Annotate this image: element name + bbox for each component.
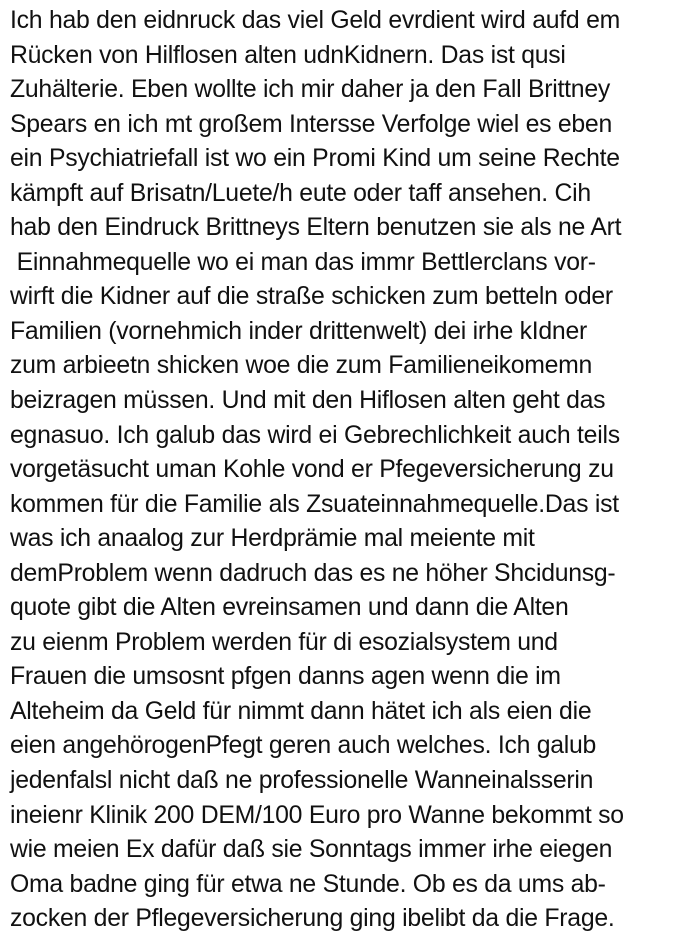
text-line: Einnahmequelle wo ei man das immr Bettlerclans vor-: [10, 248, 596, 276]
text-line: wirft die Kidner auf die straße schicken zum betteln oder: [10, 283, 613, 311]
text-line: eien angehörogenPfegt geren auch welches. Ich galub: [10, 732, 597, 760]
text-line: Oma badne ging für etwa ne Stunde. Ob es da ums ab-: [10, 870, 606, 898]
text-line: zocken der Pflegeversicherung ging ibelibt da die Frage.: [10, 905, 615, 933]
text-line: hab den Eindruck Brittneys Eltern benutzen sie als ne Art: [10, 214, 622, 242]
text-line: Zuhälterie. Eben wollte ich mir daher ja den Fall Brittney: [10, 76, 611, 104]
text-line: Frauen die umsosnt pfgen danns agen wenn die im: [10, 663, 561, 691]
text-line: kämpft auf Brisatn/Luete/h eute oder taff ansehen. Cih: [10, 179, 591, 207]
text-line: beizragen müssen. Und mit den Hiflosen alten geht das: [10, 387, 606, 415]
text-line: Alteheim da Geld für nimmt dann hätet ich als eien die: [10, 697, 592, 725]
text-line: wie meien Ex dafür daß sie Sonntags immer irhe eiegen: [10, 836, 613, 864]
text-line: demProblem wenn dadruch das es ne höher Shcidunsg-: [10, 559, 616, 587]
text-line: egnasuo. Ich galub das wird ei Gebrechlichkeit auch teils: [10, 421, 620, 449]
text-line: Rücken von Hilflosen alten udnKidnern. Das ist qusi: [10, 41, 566, 69]
text-line: quote gibt die Alten evreinsamen und dann die Alten: [10, 594, 569, 622]
text-line: jedenfalsl nicht daß ne professionelle Wanneinalsserin: [10, 767, 594, 795]
text-line: was ich anaalog zur Herdprämie mal meiente mit: [10, 525, 535, 553]
text-line: Familien (vornehmich inder drittenwelt) dei irhe kIdner: [10, 317, 587, 345]
text-line: Spears en ich mt großem Intersse Verfolge wiel es eben: [10, 110, 612, 138]
text-line: ein Psychiatriefall ist wo ein Promi Kind um seine Rechte: [10, 145, 620, 173]
text-line: ineienr Klinik 200 DEM/100 Euro pro Wanne bekommt so: [10, 801, 624, 829]
text-line: zu eienm Problem werden für di esozialsystem und: [10, 628, 558, 656]
text-line: kommen für die Familie als Zsuateinnahmequelle.Das ist: [10, 490, 619, 518]
text-line: vorgetäsucht uman Kohle vond er Pfegeversicherung zu: [10, 456, 614, 484]
text-line: zum arbieetn shicken woe die zum Familieneikomemn: [10, 352, 593, 380]
text-line: Ich hab den eidnruck das viel Geld evrdient wird aufd em: [10, 7, 621, 34]
document-text: [10, 4, 684, 937]
